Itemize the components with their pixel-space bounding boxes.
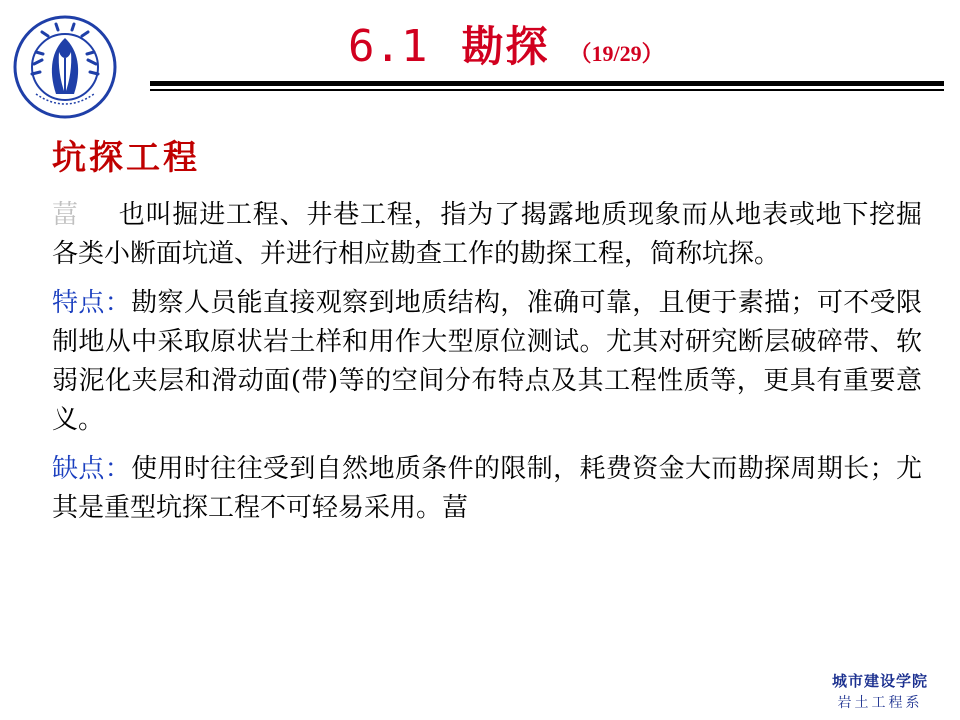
slide-title: 勘探 [461, 22, 550, 71]
drawbacks-paragraph [52, 450, 922, 528]
bullet-glyph: 葍 [52, 200, 79, 230]
section-title: 坑探工程 [52, 138, 200, 178]
page-indicator: （19/29） [569, 41, 664, 66]
footer-org: 城市建设学院 [831, 672, 928, 690]
features-paragraph [52, 284, 922, 440]
header-rule-thick [150, 81, 944, 86]
footer-dept: 岩土工程系 [837, 695, 923, 711]
header-rule-thin [150, 89, 944, 91]
slide-body [52, 196, 922, 538]
features-label: 特点： [52, 288, 132, 318]
drawbacks-label: 缺点： [52, 454, 132, 484]
intro-text: 也叫掘进工程、井巷工程，指为了揭露地质现象而从地表或地下挖掘各类小断面坑道、并进行相应勘查工作的勘探工程，简称坑探。 [52, 200, 922, 269]
footer [832, 670, 928, 712]
drawbacks-text: 使用时往往受到自然地质条件的限制，耗费资金大而勘探周期长；尤其是重型坑探工程不可轻易采用。葍 [52, 454, 922, 523]
intro-paragraph [52, 196, 922, 274]
section-number: 6.1 [348, 21, 428, 72]
slide-header [348, 14, 664, 74]
features-text: 勘察人员能直接观察到地质结构，准确可靠，且便于素描；可不受限制地从中采取原状岩土样和用作大型原位测试。尤其对研究断层破碎带、软弱泥化夹层和滑动面(带)等的空间分布特点及其工程性质等，更具有重要意义。 [52, 288, 922, 435]
university-seal-icon [12, 14, 118, 120]
